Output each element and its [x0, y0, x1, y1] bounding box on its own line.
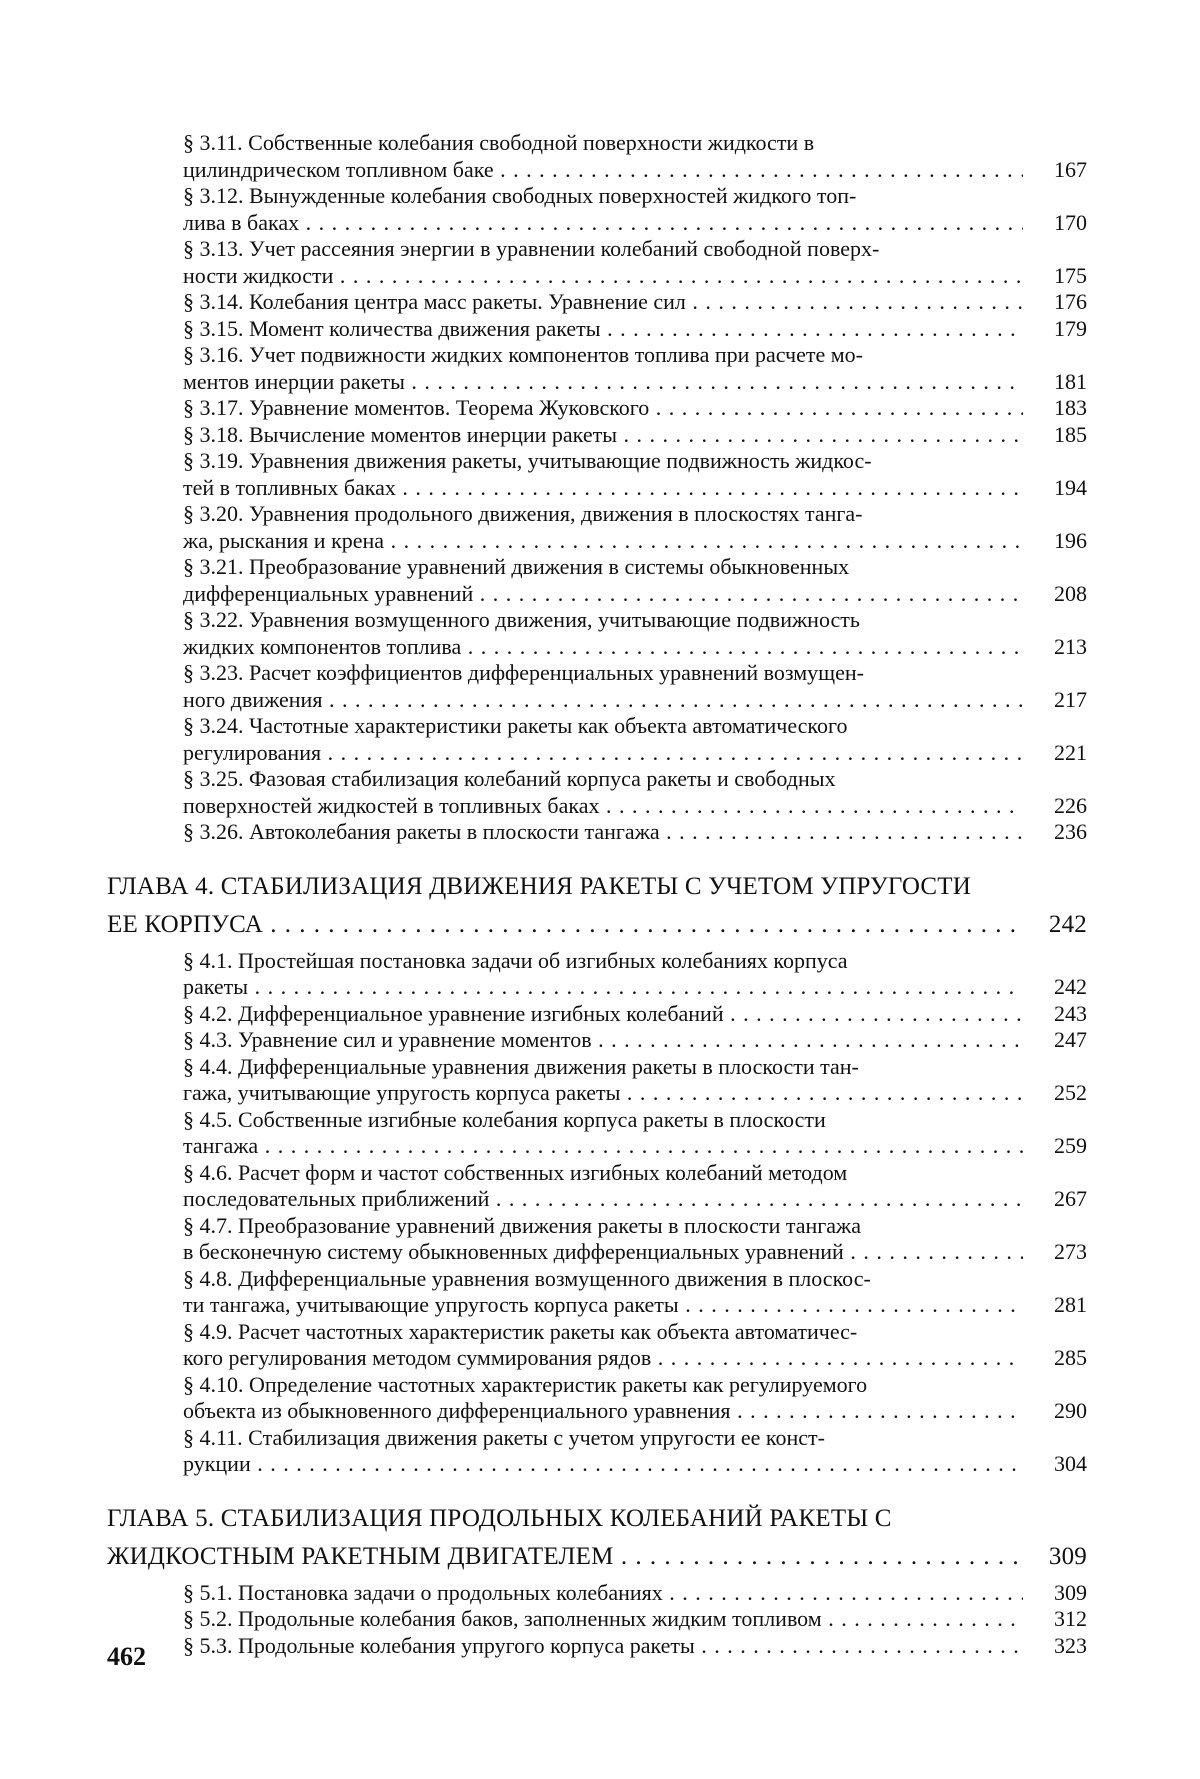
toc-page-number: 226	[1054, 792, 1087, 818]
toc-entry-title: последовательных приближений . . .	[183, 1186, 1023, 1213]
toc-page-number: 236	[1054, 819, 1087, 844]
toc-entry-title: § 3.26. Автоколебания ракеты в плоскости тангажа . . .	[183, 819, 1023, 846]
toc-entry-title: § 4.3. Уравнение сил и уравнение моментов . . .	[183, 1027, 1023, 1054]
toc-entry-title: ности жидкости . . .	[183, 263, 1023, 290]
toc-entry-line: § 4.10. Определение частотных характеристик ракеты как регулируемого	[183, 1371, 868, 1397]
toc-entry-leader-line	[183, 289, 1087, 316]
toc-entry-line: § 4.6. Расчет форм и частот собственных изгибных колебаний методом	[183, 1159, 848, 1185]
toc-entry-leader-line	[183, 1633, 1087, 1660]
toc-entry-leader-line	[183, 740, 1087, 767]
toc-section-entry	[107, 948, 1087, 1001]
toc-entry-leader-line	[183, 634, 1087, 661]
toc-page-number: 194	[1054, 474, 1087, 500]
toc-entry-leader-line	[107, 906, 1087, 944]
toc-entry-leader-line	[183, 263, 1087, 290]
toc-entry-leader-line	[183, 1239, 1087, 1266]
toc-entry-line: § 3.24. Частотные характеристики ракеты как объекта автоматического	[183, 713, 848, 738]
toc-entry-title: гажа, учитывающие упругость корпуса ракеты . . .	[183, 1080, 1023, 1107]
toc-entry-line: § 3.13. Учет рассеяния энергии в уравнении колебаний свободной поверх-	[183, 236, 880, 261]
toc-section-entry	[107, 448, 1087, 501]
toc-section-entry	[107, 1606, 1087, 1633]
toc-entry-leader-line	[183, 157, 1087, 184]
toc-page-number: 181	[1054, 368, 1087, 394]
toc-section-entry	[107, 501, 1087, 554]
toc-page-number: 267	[1054, 1186, 1087, 1211]
toc-entry-line: § 4.9. Расчет частотных характеристик ракеты как объекта автоматичес-	[183, 1318, 858, 1344]
toc-entry-title: § 3.17. Уравнение моментов. Теорема Жуковского . . .	[183, 395, 1023, 422]
toc-section-entry	[107, 607, 1087, 660]
toc-entry-leader-line	[183, 1580, 1087, 1607]
toc-entry-line: § 3.22. Уравнения возмущенного движения, учитывающие подвижность	[183, 607, 860, 632]
toc-entry-title: ти тангажа, учитывающие упругость корпуса ракеты . . .	[183, 1292, 1023, 1319]
toc-section-entry	[107, 316, 1087, 343]
toc-page-number: 273	[1054, 1239, 1087, 1264]
toc-entry-line: § 3.25. Фазовая стабилизация колебаний корпуса ракеты и свободных	[183, 766, 836, 791]
toc-entry-leader-line	[183, 581, 1087, 608]
toc-section-entry	[107, 1001, 1087, 1028]
toc-entry-leader-line	[183, 1027, 1087, 1054]
toc-entry-title: регулирования . . .	[183, 740, 1023, 767]
toc-page-number: 170	[1054, 209, 1087, 235]
toc-page-number: 183	[1054, 395, 1087, 420]
toc-section-entry	[107, 1633, 1087, 1660]
toc-section-entry	[107, 1372, 1087, 1425]
toc-entry-leader-line	[183, 687, 1087, 714]
toc-entry-line: § 4.5. Собственные изгибные колебания корпуса ракеты в плоскости	[183, 1106, 826, 1132]
toc-entry-title: ментов инерции ракеты . . .	[183, 369, 1023, 396]
toc-entry-leader-line	[183, 1080, 1087, 1107]
toc-entry-leader-line	[183, 316, 1087, 343]
toc-entry-title: § 3.14. Колебания центра масс ракеты. Уравнение сил . . .	[183, 289, 1023, 316]
toc-page-number: 290	[1054, 1398, 1087, 1423]
toc-entry-leader-line	[183, 1001, 1087, 1028]
toc-page-number: 304	[1054, 1451, 1087, 1476]
table-of-contents	[107, 130, 1087, 1659]
toc-entry-leader-line	[183, 395, 1087, 422]
toc-page-number: 179	[1054, 315, 1087, 341]
toc-section-entry	[107, 236, 1087, 289]
toc-section-entry	[107, 1425, 1087, 1478]
toc-section-entry	[107, 1027, 1087, 1054]
toc-entry-title: дифференциальных уравнений . . .	[183, 581, 1023, 608]
toc-entry-line: ГЛАВА 5. СТАБИЛИЗАЦИЯ ПРОДОЛЬНЫХ КОЛЕБАНИЙ РАКЕТЫ С	[107, 1504, 892, 1532]
toc-page-number: 175	[1054, 262, 1087, 288]
toc-entry-line: § 4.11. Стабилизация движения ракеты с учетом упругости ее конст-	[183, 1424, 825, 1450]
toc-section-entry	[107, 183, 1087, 236]
toc-entry-title: § 5.3. Продольные колебания упругого корпуса ракеты . . .	[183, 1633, 1023, 1660]
toc-entry-leader-line	[183, 369, 1087, 396]
toc-entry-line: § 3.20. Уравнения продольного движения, движения в плоскостях танга-	[183, 501, 863, 526]
toc-entry-leader-line	[183, 475, 1087, 502]
toc-chapter-entry	[107, 1500, 1087, 1576]
toc-entry-leader-line	[183, 819, 1087, 846]
toc-page-number: 208	[1054, 580, 1087, 606]
toc-entry-leader-line	[183, 1186, 1087, 1213]
toc-entry-title: ракеты . . .	[183, 974, 1023, 1001]
toc-section-entry	[107, 422, 1087, 449]
toc-page-number: 252	[1054, 1080, 1087, 1105]
toc-section-entry	[107, 819, 1087, 846]
toc-section-entry	[107, 289, 1087, 316]
toc-section-entry	[107, 130, 1087, 183]
toc-page-number: 217	[1054, 686, 1087, 712]
toc-entry-title: поверхностей жидкостей в топливных баках . . .	[183, 793, 1023, 820]
toc-entry-leader-line	[183, 1451, 1087, 1478]
toc-entry-title: кого регулирования методом суммирования рядов . . .	[183, 1345, 1023, 1372]
toc-page-number: 167	[1054, 156, 1087, 182]
toc-page-number: 281	[1054, 1292, 1087, 1317]
toc-entry-title: жа, рыскания и крена . . .	[183, 528, 1023, 555]
toc-section-entry	[107, 342, 1087, 395]
toc-page-number: 213	[1054, 633, 1087, 659]
toc-entry-title: в бесконечную систему обыкновенных дифференциальных уравнений . . .	[183, 1239, 1023, 1266]
toc-entry-leader-line	[183, 793, 1087, 820]
toc-entry-title: тей в топливных баках . . .	[183, 475, 1023, 502]
toc-entry-title: § 5.2. Продольные колебания баков, заполненных жидким топливом . . .	[183, 1606, 1023, 1633]
toc-entry-title: тангажа . . .	[183, 1133, 1023, 1160]
toc-section-entry	[107, 1319, 1087, 1372]
toc-entry-title: лива в баках . . .	[183, 210, 1023, 237]
toc-entry-line: § 4.7. Преобразование уравнений движения ракеты в плоскости тангажа	[183, 1212, 862, 1238]
toc-entry-line: § 3.19. Уравнения движения ракеты, учитывающие подвижность жидкос-	[183, 448, 872, 473]
toc-section-entry	[107, 660, 1087, 713]
toc-section-entry	[107, 1266, 1087, 1319]
toc-entry-leader-line	[183, 1398, 1087, 1425]
toc-entry-leader-line	[183, 1606, 1087, 1633]
toc-page-number: 185	[1054, 421, 1087, 447]
toc-entry-leader-line	[183, 422, 1087, 449]
toc-entry-line: § 4.8. Дифференциальные уравнения возмущенного движения в плоскос-	[183, 1265, 871, 1291]
toc-entry-title: ного движения . . .	[183, 687, 1023, 714]
toc-page-number: 196	[1054, 527, 1087, 553]
toc-entry-line: § 3.21. Преобразование уравнений движения в системы обыкновенных	[183, 554, 850, 579]
toc-page-number: 323	[1054, 1632, 1087, 1658]
toc-entry-line: § 4.1. Простейшая постановка задачи об изгибных колебаниях корпуса	[183, 947, 848, 973]
toc-page-number: 285	[1054, 1345, 1087, 1370]
toc-entry-line: § 3.11. Собственные колебания свободной поверхности жидкости в	[183, 130, 815, 155]
toc-entry-leader-line	[183, 1133, 1087, 1160]
toc-entry-title: § 3.18. Вычисление моментов инерции ракеты . . .	[183, 422, 1023, 449]
toc-entry-title: § 3.15. Момент количества движения ракеты . . .	[183, 316, 1023, 343]
toc-page-number: 242	[1048, 910, 1087, 938]
toc-section-entry	[107, 766, 1087, 819]
toc-page-number: 243	[1054, 1000, 1087, 1026]
toc-page-number: 176	[1054, 289, 1087, 314]
toc-section-entry	[107, 554, 1087, 607]
toc-entry-title: § 4.2. Дифференциальное уравнение изгибных колебаний . . .	[183, 1001, 1023, 1028]
toc-section-entry	[107, 1580, 1087, 1607]
page-number: 462	[107, 1642, 146, 1671]
toc-entry-line: § 3.16. Учет подвижности жидких компонентов топлива при расчете мо-	[183, 342, 863, 367]
toc-entry-leader-line	[183, 1292, 1087, 1319]
toc-entry-title: ЖИДКОСТНЫМ РАКЕТНЫМ ДВИГАТЕЛЕМ . . .	[107, 1538, 1023, 1576]
toc-page-number: 259	[1054, 1133, 1087, 1158]
toc-entry-title: рукции . . .	[183, 1451, 1023, 1478]
toc-entry-title: § 5.1. Постановка задачи о продольных колебаниях . . .	[183, 1580, 1023, 1607]
toc-section-entry	[107, 1054, 1087, 1107]
toc-section-entry	[107, 395, 1087, 422]
toc-page-number: 247	[1054, 1027, 1087, 1052]
toc-section-entry	[107, 1160, 1087, 1213]
toc-entry-line: ГЛАВА 4. СТАБИЛИЗАЦИЯ ДВИЖЕНИЯ РАКЕТЫ С УЧЕТОМ УПРУГОСТИ	[107, 872, 972, 900]
toc-entry-leader-line	[183, 1345, 1087, 1372]
toc-entry-leader-line	[107, 1538, 1087, 1576]
toc-entry-title: цилиндрическом топливном баке . . .	[183, 157, 1023, 184]
toc-section-entry	[107, 1213, 1087, 1266]
toc-entry-leader-line	[183, 210, 1087, 237]
toc-chapter-entry	[107, 868, 1087, 944]
toc-entry-title: жидких компонентов топлива . . .	[183, 634, 1023, 661]
toc-entry-line: § 3.12. Вынужденные колебания свободных поверхностей жидкого топ-	[183, 183, 857, 208]
toc-entry-title: объекта из обыкновенного дифференциального уравнения . . .	[183, 1398, 1023, 1425]
toc-entry-line: § 3.23. Расчет коэффициентов дифференциальных уравнений возмущен-	[183, 660, 864, 685]
toc-page-number: 242	[1054, 974, 1087, 999]
toc-section-entry	[107, 1107, 1087, 1160]
toc-page-number: 309	[1054, 1579, 1087, 1605]
toc-page-number: 221	[1054, 739, 1087, 765]
toc-entry-title: ЕЕ КОРПУСА . . .	[107, 906, 1023, 944]
toc-page-number: 309	[1048, 1542, 1087, 1570]
toc-entry-leader-line	[183, 974, 1087, 1001]
toc-page-number: 312	[1054, 1606, 1087, 1631]
toc-entry-line: § 4.4. Дифференциальные уравнения движения ракеты в плоскости тан-	[183, 1053, 859, 1079]
toc-section-entry	[107, 713, 1087, 766]
toc-entry-leader-line	[183, 528, 1087, 555]
